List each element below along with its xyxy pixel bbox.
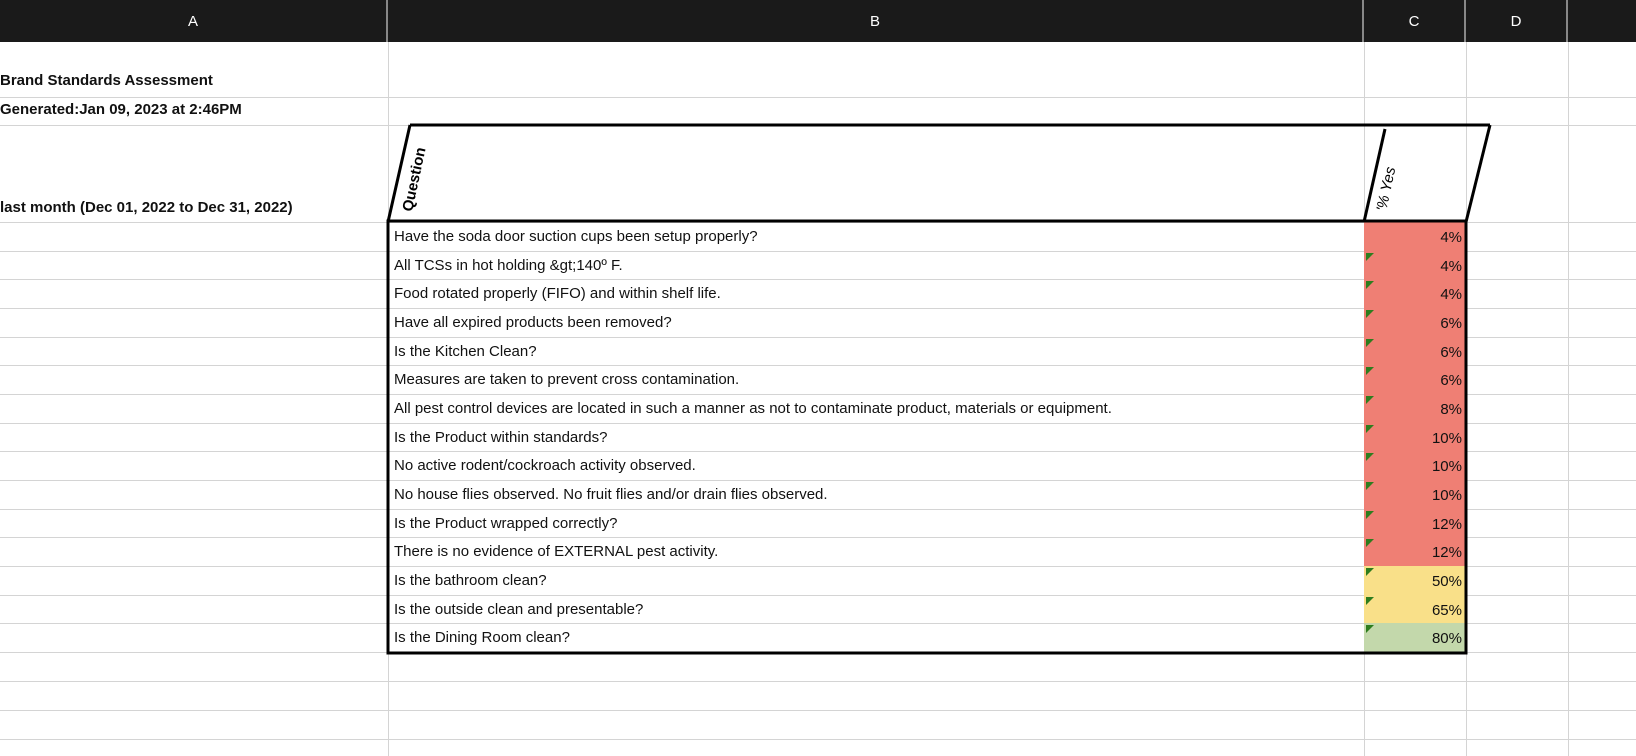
column-header-b[interactable]: B	[388, 0, 1364, 42]
question-cell[interactable]: All TCSs in hot holding &gt;140º F.	[394, 257, 623, 274]
pct-yes-value: 10%	[1431, 458, 1462, 475]
question-cell[interactable]: There is no evidence of EXTERNAL pest activity.	[394, 543, 719, 560]
header-pct-yes: '% Yes	[1373, 165, 1400, 213]
pct-yes-value: 12%	[1431, 516, 1462, 533]
pct-yes-value: 8%	[1440, 401, 1462, 418]
question-cell[interactable]: Food rotated properly (FIFO) and within shelf life.	[394, 285, 721, 302]
pct-yes-value: 4%	[1440, 286, 1462, 303]
pct-yes-value: 6%	[1440, 344, 1462, 361]
question-cell[interactable]: No house flies observed. No fruit flies and/or drain flies observed.	[394, 486, 828, 503]
pct-yes-value: 6%	[1440, 315, 1462, 332]
pct-yes-value: 80%	[1431, 630, 1462, 647]
question-cell[interactable]: Is the Product within standards?	[394, 429, 608, 446]
pct-yes-value: 10%	[1431, 430, 1462, 447]
column-header-c[interactable]: C	[1364, 0, 1466, 42]
question-cell[interactable]: Have the soda door suction cups been setup properly?	[394, 228, 758, 245]
question-cell[interactable]: Is the Dining Room clean?	[394, 629, 570, 646]
column-header-a[interactable]: A	[0, 0, 388, 42]
pct-yes-value: 65%	[1431, 602, 1462, 619]
pct-yes-value: 50%	[1431, 573, 1462, 590]
pct-yes-value: 4%	[1440, 229, 1462, 246]
header-question: Question	[399, 145, 430, 213]
question-cell[interactable]: Is the outside clean and presentable?	[394, 601, 644, 618]
report-period: last month (Dec 01, 2022 to Dec 31, 2022)	[0, 199, 293, 216]
question-cell[interactable]: Is the Kitchen Clean?	[394, 343, 537, 360]
report-title: Brand Standards Assessment	[0, 72, 213, 89]
pct-yes-value: 4%	[1440, 258, 1462, 275]
column-header-d[interactable]: D	[1466, 0, 1568, 42]
generated-timestamp: Generated:Jan 09, 2023 at 2:46PM	[0, 101, 242, 118]
question-cell[interactable]: Is the Product wrapped correctly?	[394, 515, 618, 532]
question-cell[interactable]: Measures are taken to prevent cross contamination.	[394, 371, 740, 388]
pct-yes-value: 6%	[1440, 372, 1462, 389]
question-cell[interactable]: Is the bathroom clean?	[394, 572, 547, 589]
question-cell[interactable]: All pest control devices are located in such a manner as not to contaminate product, materials or equipment.	[394, 400, 1112, 417]
question-cell[interactable]: Have all expired products been removed?	[394, 314, 672, 331]
pct-yes-value: 12%	[1431, 544, 1462, 561]
question-cell[interactable]: No active rodent/cockroach activity observed.	[394, 457, 696, 474]
pct-yes-value: 10%	[1431, 487, 1462, 504]
